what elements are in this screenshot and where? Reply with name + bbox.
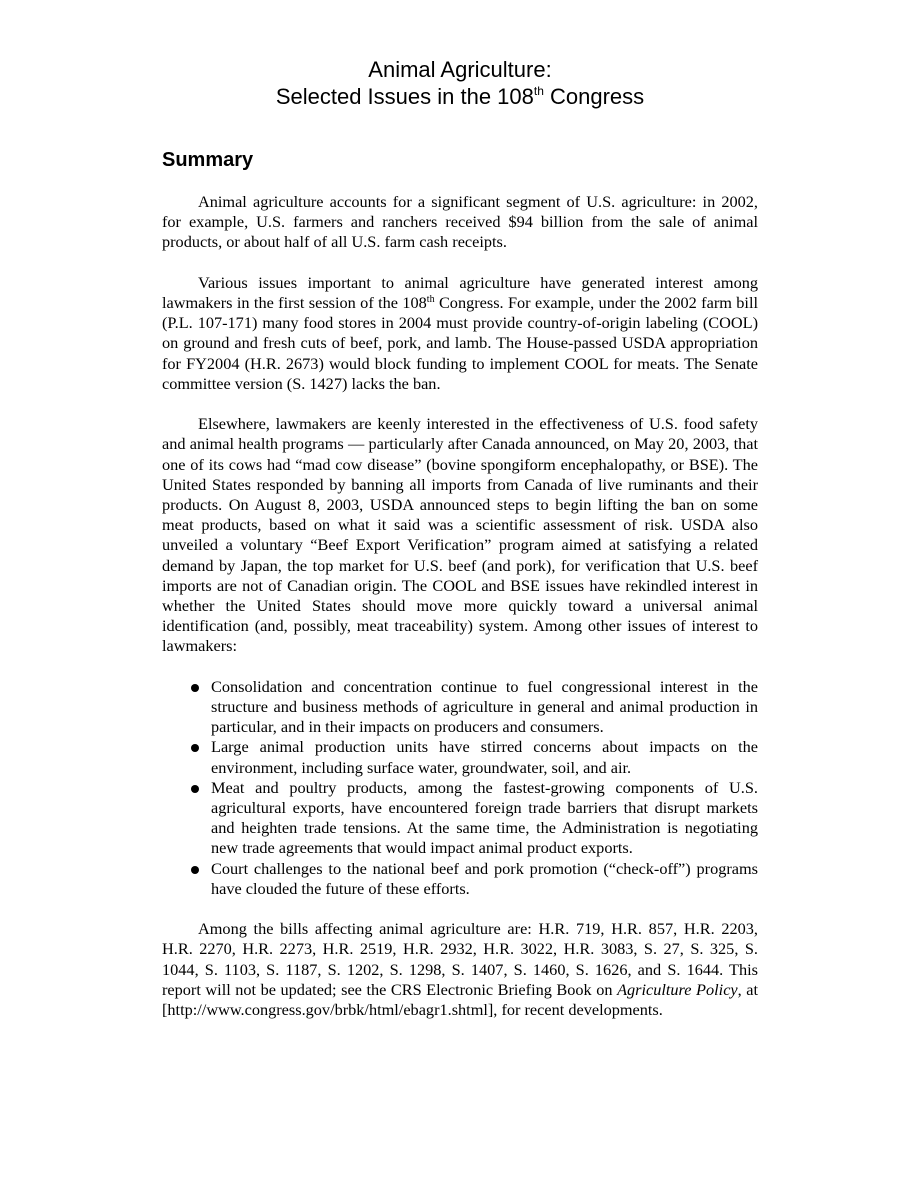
bullet-text: Consolidation and concentration continue to fuel congressional interest in the structure and business methods of agriculture in general and animal production in particular, and in their impacts on producers and consumers.: [211, 676, 758, 737]
title-line-1: Animal Agriculture:: [368, 57, 552, 82]
bullet-icon: [191, 866, 199, 874]
paragraph-4-text-end: , at [http://www.congress.gov/brbk/html/ebagr1.shtml], for recent developments.: [162, 979, 759, 1020]
document-title: [0, 56, 920, 110]
issues-bullet-list: [162, 677, 758, 899]
title-line-2-text: Selected Issues in the 108: [275, 84, 534, 109]
bullet-item: [162, 778, 758, 859]
summary-paragraph-1: Animal agriculture accounts for a significant segment of U.S. agriculture: in 2002, for example, U.S. farmers and ranchers received $94 billion from the sale of animal products, or about half of all U.S. farm cash receipts.: [162, 192, 758, 252]
summary-paragraph-2: [162, 273, 758, 394]
paragraph-2-superscript: th: [426, 294, 435, 305]
summary-heading: Summary: [162, 149, 254, 171]
bullet-text: Meat and poultry products, among the fastest-growing components of U.S. agricultural exports, have encountered foreign trade barriers that disrupt markets and heighten trade tensions. At the same time, the Administration is negotiating new trade agreements that would impact animal product exports.: [211, 777, 758, 858]
bullet-item: [162, 859, 758, 899]
bullet-icon: [191, 684, 199, 692]
summary-paragraph-4: [162, 919, 758, 1020]
title-superscript: th: [533, 84, 544, 98]
bullet-text: Large animal production units have stirred concerns about impacts on the environment, including surface water, groundwater, soil, and air.: [211, 737, 758, 777]
bullet-icon: [191, 785, 199, 793]
bullet-item: [162, 737, 758, 777]
summary-paragraph-3: Elsewhere, lawmakers are keenly interested in the effectiveness of U.S. food safety and animal health programs — particularly after Canada announced, on May 20, 2003, that one of its cows had “mad cow disease” (bovine spongiform encephalopathy, or BSE). The United States responded by banning all imports from Canada of live ruminants and their products. On August 8, 2003, USDA announced steps to begin lifting the ban on some meat products, based on what it said was a scientific assessment of risk. USDA also unveiled a voluntary “Beef Export Verification” program aimed at satisfying a related demand by Japan, the top market for U.S. beef (and pork), for verification that U.S. beef imports are not of Canadian origin. The COOL and BSE issues have rekindled interest in whether the United States should move more quickly toward a universal animal identification (and, possibly, meat traceability) system. Among other issues of interest to lawmakers:: [162, 414, 758, 656]
summary-body: [162, 192, 758, 1040]
agriculture-policy-title: Agriculture Policy: [617, 979, 738, 999]
paragraph-2-text-end: Congress. For example, under the 2002 farm bill (P.L. 107-171) many food stores in 2004 must provide country-of-origin labeling (COOL) on ground and fresh cuts of beef, pork, and lamb. The House-passed USDA appropriation for FY2004 (H.R. 2673) would block funding to implement COOL for meats. The Senate committee version (S. 1427) lacks the ban.: [162, 293, 758, 393]
bullet-text: Court challenges to the national beef and pork promotion (“check-off”) programs have clouded the future of these efforts.: [211, 858, 758, 898]
bullet-item: [162, 677, 758, 738]
paragraph-2-text: Various issues important to animal agriculture have generated interest among lawmakers in the first session of the 108: [162, 272, 758, 312]
paragraph-4-text: Among the bills affecting animal agriculture are: H.R. 719, H.R. 857, H.R. 2203, H.R. 2270, H.R. 2273, H.R. 2519, H.R. 2932, H.R. 3022, H.R. 3083, S. 27, S. 325, S. 1044, S. 1103, S. 1187, S. 1202, S. 1298, S. 1407, S. 1460, S. 1626, and S. 1644. This report will not be updated; see the CRS Electronic Briefing Book on: [162, 919, 758, 999]
title-line-2: [0, 83, 920, 110]
bullet-icon: [191, 744, 199, 752]
title-line-2-end: Congress: [543, 84, 645, 109]
